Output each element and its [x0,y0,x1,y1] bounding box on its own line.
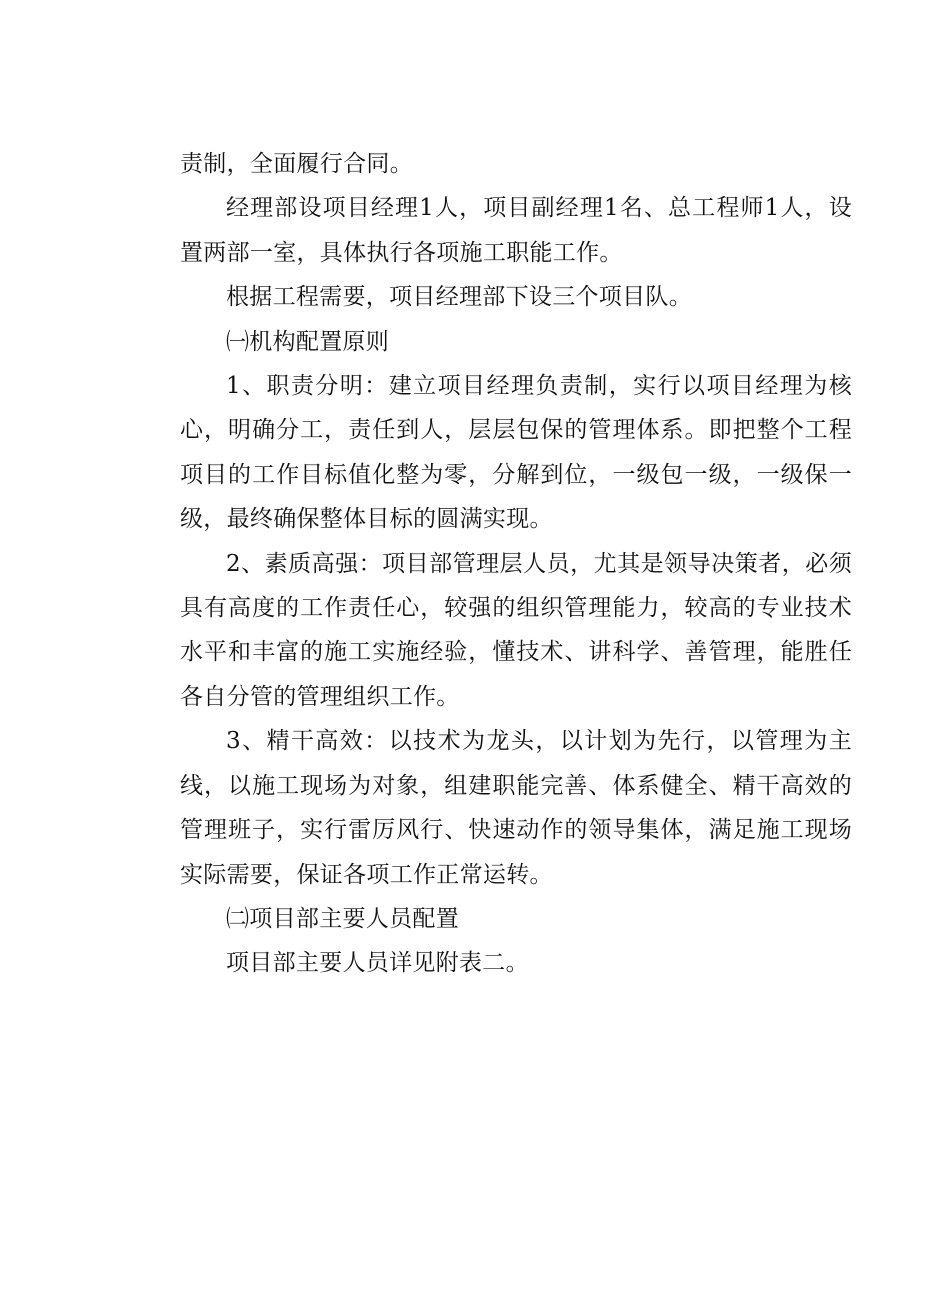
paragraph-principle-2: 2、素质高强：项目部管理层人员，尤其是领导决策者，必须具有高度的工作责任心，较强的组织管理能力，较高的专业技术水平和丰富的施工实施经验，懂技术、讲科学、善管理，能胜任各自分管的管理组织工作。 [180,550,852,710]
paragraph-continuation: 责制，全面履行合同。 [180,151,413,177]
paragraph-principle-1: 1、职责分明：建立项目经理负责制，实行以项目经理为核心，明确分工，责任到人，层层包保的管理体系。即把整个工程项目的工作目标值化整为零，分解到位，一级包一级，一级保一级，最终确保整体目标的圆满实现。 [180,373,852,533]
paragraph-department-setup: 经理部设项目经理1人，项目副经理1名、总工程师1人，设置两部一室，具体执行各项施工职能工作。 [180,195,852,266]
paragraph-project-teams: 根据工程需要，项目经理部下设三个项目队。 [226,284,692,311]
paragraph-principle-3: 3、精干高效：以技术为龙头，以计划为先行，以管理为主线，以施工现场为对象，组建职能完善、体系健全、精干高效的管理班子，实行雷厉风行、快速动作的领导集体，满足施工现场实际需要，保证各项工作正常运转。 [180,728,852,888]
section-heading-staffing: ㈡项目部主要人员配置 [226,905,459,932]
paragraph-staffing-reference: 项目部主要人员详见附表二。 [226,950,529,977]
section-heading-principles: ㈠机构配置原则 [226,328,390,355]
document-body [180,142,852,986]
